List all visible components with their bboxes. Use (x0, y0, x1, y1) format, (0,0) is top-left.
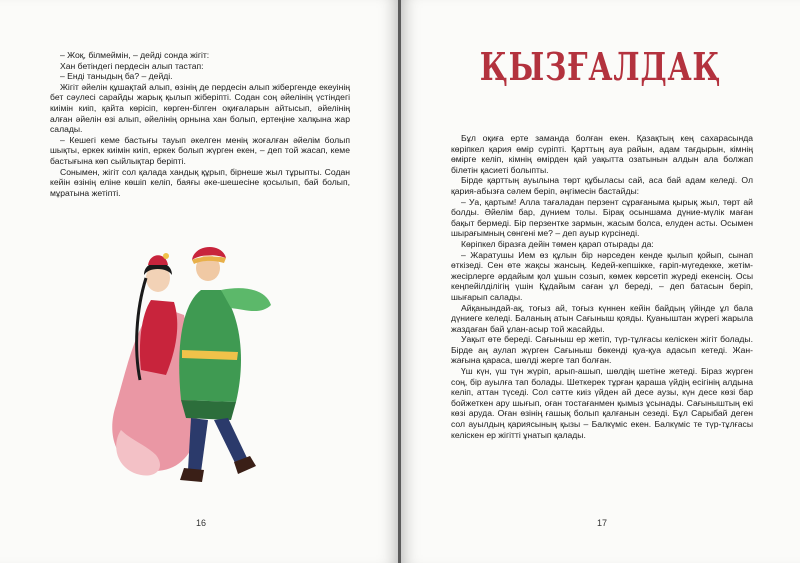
left-page-text (50, 50, 350, 198)
dancing-couple-illustration (96, 230, 306, 495)
paragraph: Үш күн, үш түн жүріп, арып-ашып, шөлдің шетіне жетеді. Біраз жүрген соң, бір ауылға тап болады. Шеткерек тұрған қараша үйдің есігінің алдына келіп, аттан түседі. Сол сәтте киіз үйден ай десе аузы, күн десе көзі бар бойжеткен ару шығып, оған тостағанмен қымыз ұсынады. Сағыныштың екі көзі аруда. Оған өзінің ғашық болып қалғанын сезеді. Бұл Сарыбай деген сол ауылдың қариясының қызы – Балкүміс екен. Балкүміс те түр-тұлғасы келіскен ер жігітті ұнатып қалады. (451, 366, 753, 440)
paragraph: Бірде қарттың ауылына төрт құбыласы сай, аса бай адам келеді. Ол қария-абызға сәлем беріп, әңгімесін бастайды: (451, 175, 753, 196)
right-page-text (451, 133, 753, 440)
paragraph: Бұл оқиға ерте заманда болған екен. Қазақтың кең сахарасында көріпкел қария өмір сүріпті. Қарттың ауа райын, адам тағдырын, кімнің өміргe келіп, кімнің өмірден қай уақытта озатынын алдын ала болжап білетін қасиеті болыпты. (451, 133, 753, 175)
paragraph: – Енді таныдың ба? – дейді. (60, 71, 173, 82)
paragraph: Сонымен, жігіт сол қалада хандық құрып, бірнеше жыл тұрыпты. Содан кейін өзінің еліне көшіп келіп, баяғы әке-шешесіне қосылып, бай болып, мұратына жетіпті. (50, 166, 350, 198)
page-number: 17 (597, 518, 608, 528)
paragraph: Уақыт өте береді. Сағыныш ер жетіп, түр-тұлғасы келіскен жігіт болады. Бірде аң аулап жүрген Сағыныш бөкенді қуа-қуа адасып кетеді. Жан-жағына қараса, шөлді жерге тап болған. (451, 334, 753, 366)
right-page (401, 0, 800, 563)
left-page (0, 0, 398, 563)
paragraph: – Жаратушы Ием өз құлын бір нәрседен кенде қылып қойып, сынап өткізеді. Сен өте жақсы жансың. Кедей-кепшікке, ғаріп-мүгедекке, жетім-жесірлерге әрдайым қол ұшын созып, көмек көрсетіп жүреді екенсің. Осы кеңпейілділігің үшін Құдайым саған ұл береді, – деп батасын беріп, шығарып салады. (451, 249, 753, 302)
paragraph: Айқанындай-ақ, тоғыз ай, тоғыз күннен кейін байдың үйінде ұл бала дүниеге келеді. Баланың атын Сағыныш қояды. Қуаныштан жүрегі жарыла жаздаған бай ұлан-асыр той жасайды. (451, 302, 753, 334)
story-title: ҚЫЗҒАЛДАҚ (479, 44, 722, 89)
page-number: 16 (196, 518, 207, 528)
paragraph: – Кешегі кеме бастығы тауып әкелген менің жоғалған әйелім болып шықты, еркек киімін киіп, еркек болып жүрген екен, – деп той жасап, кеме бастығына көп сыйлықтар беріпті. (50, 134, 350, 166)
paragraph: Жігіт әйелін құшақтай алып, өзінің де пердесін алып жібергенде екеуінің бет сәулесі сарайды жарық қылып жіберіпті. Содан соң әйелінің үстіндегі киімін киіп, қайта көрісіп, көрген-білген оқиғаларын айтысып, әйелінің алған әйелін өзі алып, әйелінің орнына хан болып, ертеңіне халқына жар салады. (50, 81, 350, 135)
paragraph: – Уа, қартым! Алла тағаладан перзент сұрағаныма қырық жыл, төрт ай болды. Әйелім бар, дүнием толы. Бірақ осыншама дүние-мүлік маған бақыт бермеді. Бір перзентке зармын, жасым болса, елуден асты. Осымен шырағымның сөнгені ме? – деп ауыр күрсінеді. (451, 196, 753, 239)
paragraph: Көріпкел біразға дейін төмен қарап отырады да: (461, 238, 654, 249)
paragraph: – Жоқ, білмеймін, – дейді сонда жігіт: (60, 50, 210, 60)
paragraph: Хан бетіндегі пердесін алып тастап: (60, 60, 204, 71)
